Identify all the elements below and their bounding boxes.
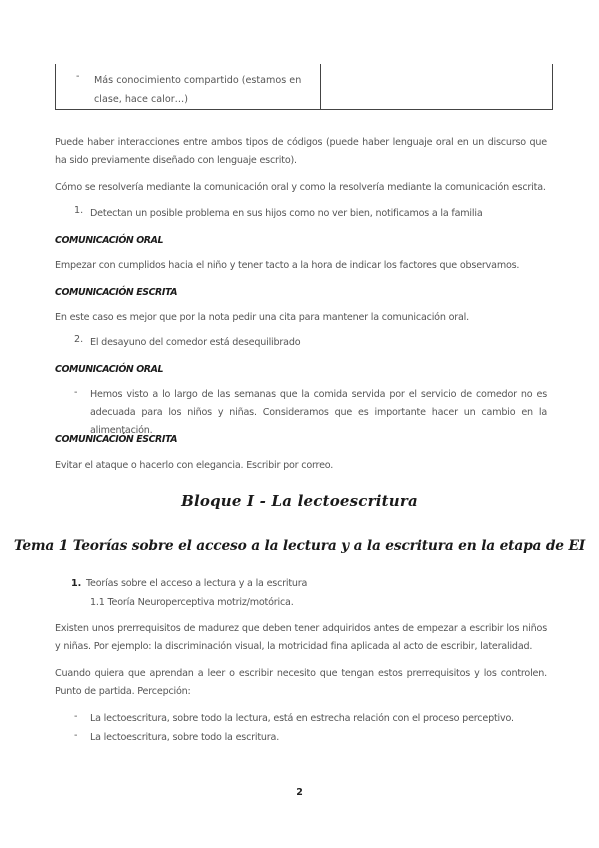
list-number: 1.: [71, 578, 82, 589]
list-item: Teorías sobre el acceso a lectura y a la escritura: [86, 578, 308, 589]
paragraph: Evitar el ataque o hacerlo con elegancia. Escribir por correo.: [55, 460, 334, 471]
paragraph: Existen unos prerrequisitos de madurez que deben tener adquiridos antes de empezar a escribir los niños y niñas. Por ejemplo: la discriminación visual, la motricidad fina aplicada al acto de escribir, lateralidad.: [55, 623, 547, 652]
block-title: Bloque I - La lectoescritura: [181, 492, 418, 510]
table-column-divider: [320, 64, 321, 109]
section-heading: COMUNICACIÓN ESCRITA: [55, 434, 178, 445]
list-number: 1.: [74, 205, 84, 216]
bullet-dash: -: [74, 387, 78, 398]
list-number: 2.: [74, 334, 84, 345]
bullet-dash: -: [74, 730, 78, 741]
section-heading: COMUNICACIÓN ORAL: [55, 235, 164, 246]
section-heading: COMUNICACIÓN ESCRITA: [55, 287, 178, 298]
paragraph: Puede haber interacciones entre ambos tipos de códigos (puede haber lenguaje oral en un discurso que ha sido previamente diseñado con lenguaje escrito).: [55, 137, 547, 166]
paragraph: Cómo se resolvería mediante la comunicación oral y como la resolvería mediante la comunicación escrita.: [55, 182, 546, 193]
page-number: 2: [296, 787, 303, 798]
paragraph: Empezar con cumplidos hacia el niño y tener tacto a la hora de indicar los factores que observamos.: [55, 260, 520, 271]
section-heading: COMUNICACIÓN ORAL: [55, 364, 164, 375]
bullet-dash: -: [74, 711, 78, 722]
paragraph: En este caso es mejor que por la nota pedir una cita para mantener la comunicación oral.: [55, 312, 469, 323]
sub-list-item: 1.1 Teoría Neuroperceptiva motriz/motórica.: [90, 597, 294, 608]
paragraph: Cuando quiera que aprendan a leer o escribir necesito que tengan estos prerrequisitos y los controlen. Punto de partida. Percepción:: [55, 668, 547, 697]
bullet-item: Hemos visto a lo largo de las semanas que la comida servida por el servicio de comedor no es adecuada para los niños y niñas. Consideramos que es importante hacer un cambio en la alimentación.: [90, 389, 547, 436]
table-fragment: [55, 64, 553, 110]
bullet-dash: -: [76, 71, 80, 82]
bullet-item: La lectoescritura, sobre todo la lectura, está en estrecha relación con el proceso perceptivo.: [90, 713, 514, 724]
list-item: El desayuno del comedor está desequilibrado: [90, 337, 301, 348]
bullet-item: La lectoescritura, sobre todo la escritura.: [90, 732, 280, 743]
list-item: Detectan un posible problema en sus hijos como no ver bien, notificamos a la familia: [90, 208, 483, 219]
table-cell-text: Más conocimiento compartido (estamos en clase, hace calor…): [94, 75, 302, 105]
topic-title: Tema 1 Teorías sobre el acceso a la lectura y a la escritura en la etapa de EI: [13, 538, 586, 554]
